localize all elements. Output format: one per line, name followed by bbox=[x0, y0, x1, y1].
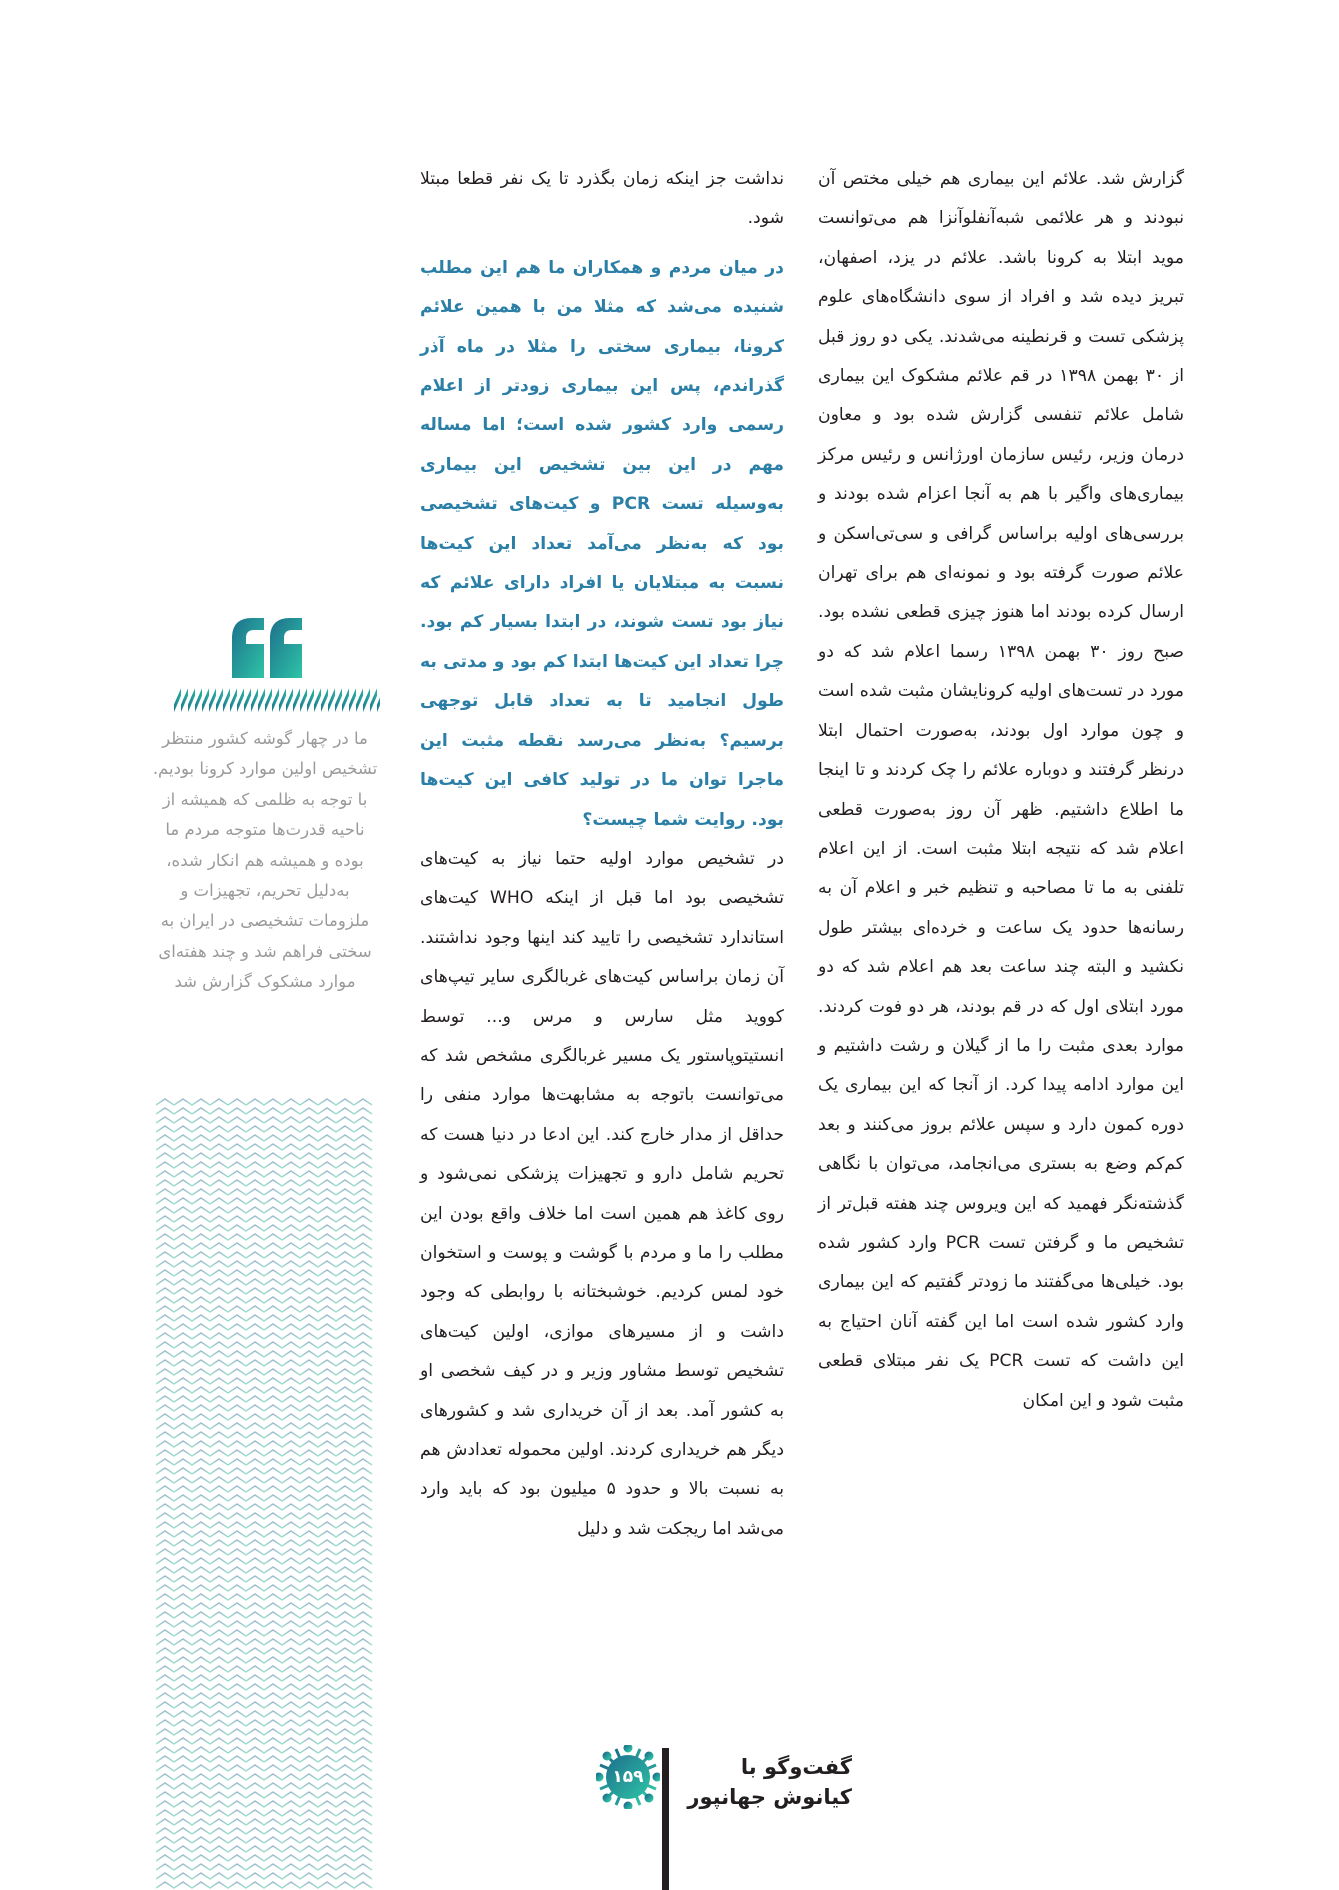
article-paragraph: گزارش شد. علائم این بیماری هم خیلی مختص آن نبودند و هر علائمی شبه‌آنفلوآنزا هم می‌توانست موید ابتلا به کرونا باشد. علائم در یزد، اصفهان، تبریز دیده شد و افراد از سوی دانشگاه‌های علوم پزشکی تست و قرنطینه می‌شدند. یکی دو روز قبل از ۳۰ بهمن ۱۳۹۸ در قم علائم مشکوک این بیماری شامل علائم تنفسی گزارش شده بود و معاون درمان وزیر، رئیس سازمان اورژانس و رئیس مرکز بیماری‌های واگیر با هم به آنجا اعزام شده بودند و بررسی‌های اولیه براساس گرافی و سی‌تی‌اسکن و علائم صورت گرفته بود و نمونه‌ای هم برای تهران ارسال کرده بودند اما هنوز چیزی قطعی نشده بود. صبح روز ۳۰ بهمن ۱۳۹۸ رسما اعلام شد که دو مورد در تست‌های اولیه کرونایشان مثبت شده است و چون موارد اول بودند، به‌صورت احتمال ابتلا درنظر گرفتند و دوباره علائم را چک کردند و تا اینجا ما اطلاع داشتیم. ظهر آن روز به‌صورت قطعی اعلام شد که نتیجه ابتلا مثبت است. از این اعلام تلفنی به ما تا مصاحبه و تنظیم خبر و اعلام آن به رسانه‌ها حدود یک ساعت و خرده‌ای بیشتر طول نکشید و البته چند ساعت بعد هم اعلام شد که دو مورد ابتلای اول که در قم بودند، هر دو فوت کردند. موارد بعدی مثبت را ما از گیلان و رشت داشتیم و این موارد ادامه پیدا کرد. از آنجا که این بیماری یک دوره کمون دارد و سپس علائم بروز می‌کنند و بعد کم‌کم وضع به بستری می‌انجامد، می‌توان با نگاهی گذشته‌نگر فهمید که این ویروس چند هفته قبل‌تر از تشخیص ما و گرفتن تست PCR وارد کشور شده بود. خیلی‌ها می‌گفتند ما زودتر گفتیم که این بیماری وارد کشور شده است اما این گفته آنان احتیاج به این داشت که تست PCR یک نفر مبتلای قطعی مثبت شود و این امکان bbox=[818, 169, 1185, 1411]
article-column-middle bbox=[420, 160, 784, 1549]
pull-quote: ما در چهار گوشه کشور منتظر تشخیص اولین موارد کرونا بودیم. با توجه به ظلمی که همیشه از ناحیه قدرت‌ها متوجه مردم ما بوده و همیشه هم انکار شده، به‌دلیل تحریم، تجهیزات و ملزومات تشخیصی در ایران به سختی فراهم شد و چند هفته‌ای موارد مشکوک گزارش شد bbox=[152, 729, 378, 992]
footer-divider bbox=[662, 1748, 669, 1890]
decorative-zigzag-pattern bbox=[156, 1098, 374, 1890]
section-label bbox=[682, 1752, 852, 1812]
section-label-line1: گفت‌وگو با bbox=[740, 1755, 852, 1779]
article-column-right bbox=[818, 160, 1184, 1421]
decorative-stripe-bar bbox=[174, 687, 380, 713]
page-number: ۱۵۹ bbox=[612, 1767, 644, 1787]
article-paragraph-intro: نداشت جز اینکه زمان بگذرد تا یک نفر قطعا مبتلا شود. bbox=[420, 169, 784, 229]
interview-question: در میان مردم و همکاران ما هم این مطلب شنیده می‌شد که مثلا من با همین علائم کرونا، بیماری سختی را مثلا در ماه آذر گذراندم، پس این بیماری زودتر از اعلام رسمی وارد کشور شده است؛ اما مساله مهم در این بین تشخیص این بیماری به‌وسیله تست PCR و کیت‌های تشخیصی بود که به‌نظر می‌آمد تعداد این کیت‌ها نسبت به مبتلایان یا افراد دارای علائم که نیاز بود تست شوند، در ابتدا بسیار کم بود. چرا تعداد این کیت‌ها ابتدا کم بود و مدتی به طول انجامید تا به تعداد قابل توجهی برسیم؟ به‌نظر می‌رسد نقطه مثبت این ماجرا توان ما در تولید کافی این کیت‌ها بود. روایت شما چیست؟ bbox=[420, 257, 784, 830]
section-label-line2: کیانوش جهانپور bbox=[687, 1785, 852, 1809]
interview-answer: در تشخیص موارد اولیه حتما نیاز به کیت‌های تشخیصی بود اما قبل از اینکه WHO کیت‌های استاندارد تشخیصی را تایید کند اینها وجود نداشتند. آن زمان براساس کیت‌های غربالگری سایر تیپ‌های کووید مثل سارس و مرس و... توسط انستیتوپاستور یک مسیر غربالگری مشخص شد که می‌توانست باتوجه به مشابهت‌ها موارد منفی را حداقل از مدار خارج کند. این ادعا در دنیا هست که تحریم شامل دارو و تجهیزات پزشکی نمی‌شود و روی کاغذ هم همین است اما خلاف واقع بودن این مطلب را ما و مردم با گوشت و پوست و استخوان خود لمس کردیم. خوشبختانه با روابطی که وجود داشت و از مسیرهای موازی، اولین کیت‌های تشخیص توسط مشاور وزیر و در کیف شخصی او به کشور آمد. بعد از آن خریداری شد و کشورهای دیگر هم خریداری کردند. اولین محموله تعدادش هم به نسبت بالا و حدود ۵ میلیون بود که باید وارد می‌شد اما ریجکت شد و دلیل bbox=[420, 848, 784, 1539]
quote-mark-icon bbox=[232, 618, 304, 678]
